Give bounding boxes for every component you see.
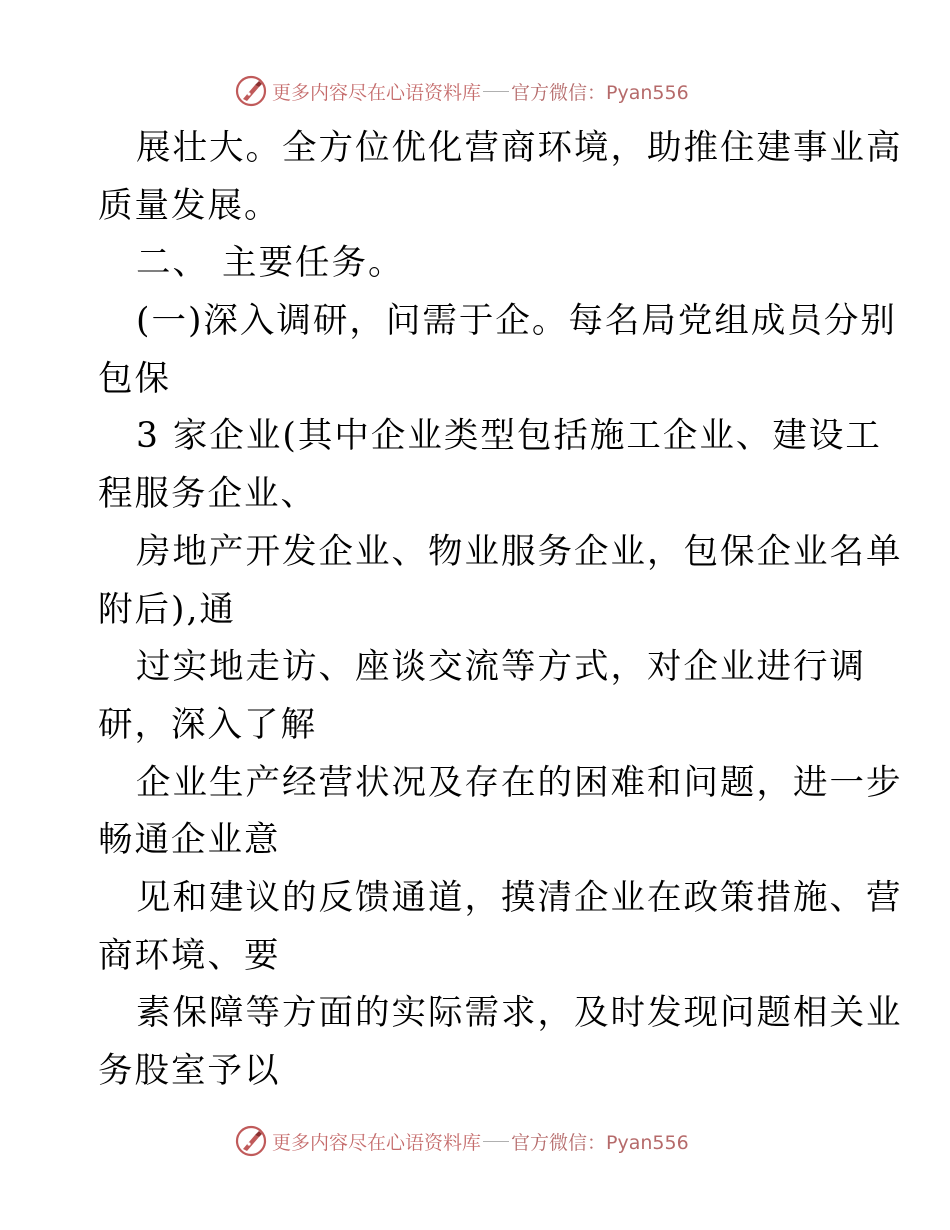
watermark-wechat-text: 官方微信：Pyan556 xyxy=(511,1131,689,1154)
text-line: 素保障等方面的实际需求，及时发现问题相关业 xyxy=(136,993,903,1034)
text-line: 程服务企业、 xyxy=(98,474,317,515)
document-body xyxy=(98,120,903,1101)
text-line: 二、 主要任务。 xyxy=(136,243,405,284)
text-line: 研，深入了解 xyxy=(98,704,317,745)
text-line: 附后),通 xyxy=(98,589,236,630)
text-line: 过实地走访、座谈交流等方式，对企业进行调 xyxy=(136,647,866,688)
text-line: 商环境、要 xyxy=(98,935,281,976)
text-line: 务股室予以 xyxy=(98,1051,281,1091)
pen-nib-logo-icon xyxy=(234,74,268,108)
text-line: 畅通企业意 xyxy=(98,820,281,861)
watermark-divider xyxy=(483,1141,509,1142)
watermark-brand-text: 更多内容尽在心语资料库 xyxy=(272,1131,482,1154)
footer-watermark xyxy=(234,1123,689,1159)
text-line: 质量发展。 xyxy=(98,185,281,226)
text-line: 企业生产经营状况及存在的困难和问题，进一步 xyxy=(136,762,903,803)
header-watermark xyxy=(234,73,689,109)
watermark-divider xyxy=(483,91,509,92)
pen-nib-logo-icon xyxy=(234,1124,268,1158)
text-line: 房地产开发企业、物业服务企业，包保企业名单 xyxy=(136,531,903,572)
text-line: 3 家企业(其中企业类型包括施工企业、建设工 xyxy=(136,416,882,457)
watermark-wechat-text: 官方微信：Pyan556 xyxy=(511,81,689,104)
text-line: 包保 xyxy=(98,358,171,399)
text-line: (一)深入调研，问需于企。每名局党组成员分别 xyxy=(136,301,897,342)
text-line: 见和建议的反馈通道，摸清企业在政策措施、营 xyxy=(136,877,903,918)
text-line: 展壮大。全方位优化营商环境，助推住建事业高 xyxy=(136,128,903,168)
watermark-brand-text: 更多内容尽在心语资料库 xyxy=(272,81,482,104)
